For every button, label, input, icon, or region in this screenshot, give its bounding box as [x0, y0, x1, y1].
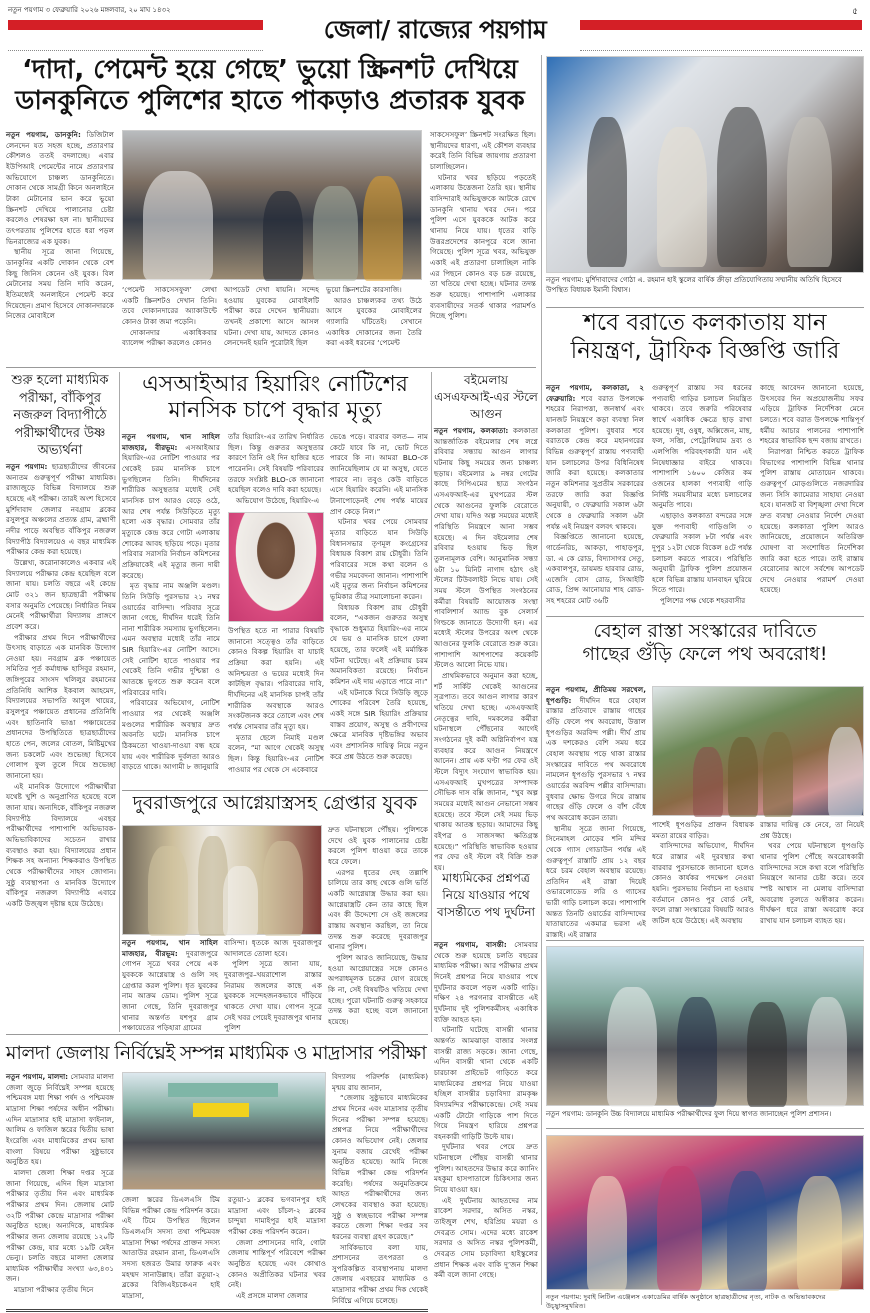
headline-bookfair-fire: বইমেলায় এসএফআই-এর স্টলে আগুন — [434, 373, 538, 421]
malda-column-2: জেলা স্তরের ডিএলএসি টিম বিভিন্ন পরীক্ষা কেন্দ্র পরিদর্শন করে। এই টিমে উপস্থিত ছিলেন ডিএলএসি সদস্য তথা পশ্চিমবঙ্গ মাদ্রাসা শিক্ষা পর্ষদের প্রাক্তন সদস্য আতাউর রহমান রানা, ডিএলএসি সদস্য হজরত উমার ফারুক এবং মহম্মদ সানাউল্লাহ। তাঁরা রতুয়া-২ ব্লকের বিজিএইচকেএন হাই মাদ্রাসা, — [122, 1195, 220, 1300]
header-divider-left — [8, 50, 263, 51]
headline-traffic-notice: শবে বরাতে কলকাতায় যান নিয়ন্ত্রণ, ট্রাফিক বিজ্ঞপ্তি জারি — [570, 310, 840, 364]
divider — [546, 616, 864, 617]
header-divider-right — [580, 50, 862, 51]
headline-malda-exams: মালদা জেলায় নির্বিঘ্নেই সম্পন্ন মাধ্যমিক ও মাদ্রাসার পরীক্ষা — [2, 1038, 430, 1068]
masthead-date-line: নতুন পয়গাম ৩ ফেব্রুয়ারি ২০২৬ মঙ্গলবার, ২০ মাঘ ১৪৩২ — [8, 6, 171, 14]
section-title: জেলা/ রাজ্যের পয়গাম — [323, 15, 547, 44]
photo-caption-dance: নতুন পয়গাম: দুবাই লিটিল এঞ্জেলস একাডেমির বার্ষিক অনুষ্ঠানে ছাত্রছাত্রীদের নৃত্য, নাটক ও অভিভাবকদের উচ্ছ্বাসমুখরিত। — [546, 1293, 826, 1311]
malda-column-4: বিদ্যালয় পরিদর্শক (মাধ্যমিক) মৃন্ময় রায় জানান, “জেলায় সুষ্ঠুভাবে মাধ্যমিকের প্রথম দিনের এবং মাদ্রাসার তৃতীয় দিনের পরীক্ষা সম্পন্ন হয়েছে। প্রশ্নপত্র নিয়ে পরীক্ষার্থীদের কোনও অভিযোগ নেই। জেলার সুনাম বজায় রেখেই পরীক্ষা অনুষ্ঠিত হয়েছে। আমি নিজে বিভিন্ন পরীক্ষা কেন্দ্র পরিদর্শন করেছি। পর্ষদের অনুমতিক্রমে আহত পরীক্ষার্থীদের জন্য লেখকের ব্যবস্থাও করা হয়েছে। সুষ্ঠু ও স্বচ্ছভাবে পরীক্ষা সম্পন্ন করতে জেলা শিক্ষা দপ্তর সব ধরনের ব্যবস্থা গ্রহণ করেছে।” সার্বিকভাবে বলা যায়, প্রশাসনের তৎপরতা ও সুপরিকল্পিত ব্যবস্থাপনায় মালদা জেলায় এবছরের মাধ্যমিক ও মাদ্রাসার পরীক্ষা প্রথম দিক থেকেই নির্বিঘ্নে এগিয়ে চলেছে। — [332, 1072, 428, 1305]
headline-road-blockade: বেহাল রাস্তা সংস্কারের দাবিতে গাছের গুঁড়ি ফেলে পথ অবরোধ! — [582, 620, 828, 665]
madhyamik-welcome-text: নতুন পয়গাম: ছাত্রছাত্রীদের জীবনের অন্যতম গুরুত্বপূর্ণ পরীক্ষা মাধ্যমিক। রাজ্যজুড়ে বিভিন্ন বিদ্যালয়ে শুরু হয়েছে এই পরীক্ষা। তারই অংশ হিসেবে মুর্শিদাবাদ জেলার নবগ্রাম ব্লকের রসুলপুর অঞ্চলের প্রত্যন্ত গ্রাম, ব্রহ্মাণী নদীর পাড়ে অবস্থিত বাঁকিপুর নজরুল বিদ্যাপীঠ বিদ্যালয়েও এ বছর মাধ্যমিক পরীক্ষার কেন্দ্র করা হয়েছে। উল্লেখ্য, করোনাকালেও একবার এই বিদ্যালয়ে পরীক্ষার কেন্দ্র হয়েছিল বলে জানা যায়। চলতি বছরে এই কেন্দ্রে মোট ৩২১ জন ছাত্রছাত্রী পরীক্ষায় বসার অনুমতি পেয়েছে। নির্ধারিত নিয়ম মেনেই পরীক্ষার্থীরা বিদ্যালয় প্রাঙ্গণে প্রবেশ করে। পরীক্ষার প্রথম দিনে পরীক্ষার্থীদের উৎসাহ বাড়াতে এক মানবিক উদ্যোগ নেওয়া হয়। নবগ্রাম ব্লক পঞ্চায়েত সমিতির পূর্ত কর্মাধ্যক্ষ হাসিবুর রহমান, জঙ্গিপুরের সাংসদ খলিলুর রহমানের প্রতিনিধি আশিক ইকবাল আহমেদ, বিদ্যালয়ের সভাপতি আবুল খায়ের, রসুলপুর পঞ্চায়েত প্রধানের প্রতিনিধি এবং ছাতিনাবি ভাঙা পঞ্চায়েতের প্রধানদের উপস্থিতিতে ছাত্রছাত্রীদের হাতে পেন, জলের বোতল, মিষ্টিমুখের জন্য চকলেট এবং শুভেচ্ছা হিসেবে গোলাপ ফুল তুলে দিয়ে শুভেচ্ছা জানানো হয়। এই মানবিক উদ্যোগে পরীক্ষার্থীরা যথেষ্ট খুশি ও অনুপ্রাণিত হয়েছে বলে জানা যায়। অন্যদিকে, বাঁকিপুর নজরুল বিদ্যাপীঠ বিদ্যালয়ে এবছর পরীক্ষার্থীদের পাশাপাশি অভিভাবক-অভিভাবিকাদের সচেতন রাখার ব্যবস্থাও করা হয়। বিদ্যালয়ের প্রধান শিক্ষক সহ অন্যান্য শিক্ষকরাও উপস্থিত থেকে পরীক্ষার্থীদের সাহস জোগান। সুষ্ঠু ব্যবস্থাপনা ও মানবিক উদ্যোগে বাঁকিপুর নজরুল বিদ্যাপীঠ এবারে একটি উজ্জ্বল দৃষ্টান্ত হয়ে উঠেছে। — [6, 462, 116, 908]
arrest-column-1: নতুন পয়গাম, খান সাহিল মাজহার, বীরভূম: দুবরাজপুরে গোপন সূত্রে খবর পেয়ে এক যুবককে আগ্নেয়াস্ত্র ও গুলি সহ গ্রেপ্তার করল পুলিশ। ধৃত যুবকের নাম আক্রম ডোম। পুলিশ সূত্রে জানা গেছে, তিনি দুবরাজপুর থানার অন্তর্গত যশপুর গ্রাম পঞ্চায়েতের পড়িহারা গ্রামের — [122, 938, 218, 1033]
headline-question-paper-accident: মাধ্যমিকের প্রশ্নপত্র নিয়ে যাওয়ার পথে বাসন্তীতে পথ দুর্ঘটনা — [436, 871, 536, 919]
column-rule — [119, 372, 120, 1032]
divider — [6, 1034, 428, 1035]
header-red-bar-right — [580, 20, 862, 30]
headline-sir-hearing: এসআইআর হিয়ারিং নোটিশের মানসিক চাপে বৃদ্ধার মৃত্যু — [142, 372, 408, 424]
road-column-2: পাশেই ধূপগুড়ির প্রাক্তন বিধায়ক মমতা রায়ের বাড়ির। বাসিন্দাদের অভিযোগ, দীর্ঘদিন ধরে রাস্তার এই দুরবস্থার কথা বারবার পুরসভাকে জানানো হলেও কোনও কার্যকর পদক্ষেপ নেওয়া হয়নি। পুরসভায় নির্বাচন না হওয়ায় বর্তমানে কোনও পুর বোর্ড নেই, ফলে রাস্তা সংস্কারের বিষয়টি আরও জটিল হয়ে উঠেছে। এই অবস্থায় — [652, 820, 754, 925]
photo-deceased-woman — [228, 512, 324, 622]
photo-arrested-youth-with-police — [122, 825, 322, 935]
upi-column-2: ‘পেমেন্ট সাকসেসফুল’ লেখা একটি স্ক্রিনশটও দেখান তিনি। তবে দোকানদারের অ্যাকাউন্টে কোনও টাকা জমা পড়েনি। দোকানদার একাধিকবার ব্যালেন্স পরীক্ষা করলেও কোনও — [122, 285, 217, 348]
bookfair-text: নতুন পয়গাম, কলকাতা: কলকাতা আন্তর্জাতিক বইমেলার শেষ লগ্নে রবিবার সন্ধ্যায় আগুন লাগার ঘটনায় কিছু সময়ের জন্য চাঞ্চল্য ছড়ায়। বইমেলার ৯ নম্বর গেটের কাছে সিপিএমের ছাত্র সংগঠন এসএফআই-এর মুখপত্রের স্টল থেকে আগুনের ফুলকি বেরোতে দেখা যায়। যদিও অল্প সময়ের মধ্যেই পরিস্থিতি নিয়ন্ত্রণে আনা সম্ভব হয়েছে। এ দিন বইমেলার শেষ রবিবার হওয়ায় ভিড় ছিল তুলনামূলক বেশি। আনুমানিক সন্ধ্যা ৬টা ১০ মিনিট নাগাদ হঠাৎ ওই স্টলের টিউবলাইট নিভে যায়। সেই সময় স্টলে উপস্থিত সংগঠনের কর্মীরা বিষয়টি আয়োজক সংস্থা পাবলিশার্স অ্যান্ড বুক সেলার্স গিল্ডকে জানাতে উদ্যোগী হন। এর মধ্যেই স্টলের উপরের অংশ থেকে আগুনের ফুলকি বেরোতে শুরু করে। পাশাপাশি আশপাশের কয়েকটি স্টলেও আলো নিভে যায়। প্রাথমিকভাবে অনুমান করা হচ্ছে, শর্ট সার্কিট থেকেই আগুনের সূত্রপাত। তবে আগুন লাগার কারণ খতিয়ে দেখা হচ্ছে। এসএফআই নেতৃত্বের দাবি, দমকলের কর্মীরা ঘটনাস্থলে পৌঁছনোর আগেই সংগঠনের দুই কর্মী অগ্নিনির্বাপণ যন্ত্র ব্যবহার করে আগুন নিয়ন্ত্রণে আনেন। প্রায় এক ঘণ্টা পর ফের ওই স্টলে বিদ্যুৎ সংযোগ স্বাভাবিক হয়। এসএফআই মুখপত্রের সম্পাদক সৌভিক দাস বক্সি জানান, “খুব অল্প সময়ের মধ্যেই আগুন নেভানো সম্ভব হয়েছে। তবে স্টলে সেই সময় ভিড় থাকায় আতঙ্ক ছড়ায়। আমাদের কিছু বইপত্র ও সাজসজ্জা ক্ষতিগ্রস্ত হয়েছে।” পরিস্থিতি স্বাভাবিক হওয়ার পর ফের ওই স্টলে বই বিক্রি শুরু হয়। — [434, 426, 538, 872]
road-column-3: রাস্তার দায়িত্ব কে নেবে, তা নিয়েই প্রশ্ন উঠছে। খবর পেয়ে ঘটনাস্থলে ধূপগুড়ি থানার পুলিশ পৌঁছে অবরোধকারী বাসিন্দাদের সঙ্গে কথা বলে পরিস্থিতি নিয়ন্ত্রণে আনার চেষ্টা করে। তবে স্পষ্ট আশ্বাস না মেলায় বাসিন্দারা অবরোধ তুলতে অস্বীকার করেন। দীর্ঘক্ষণ ধরে রাস্তা অবরোধ করে রাখায় যান চলাচল ব্যাহত হয়। — [760, 820, 864, 925]
photo-police-with-youth — [122, 130, 422, 280]
page-number: ৫ — [852, 7, 858, 17]
arrest-column-2: বাসিন্দা। ধৃতকে আজ দুবরাজপুর আদালতে তোলা হবে। পুলিশ সূত্রে জানা যায়, দুবরাজপুর–খয়রাশোল রাস্তার নিরাময় জঙ্গলের কাছে এক যুবককে সন্দেহজনকভাবে দাঁড়িয়ে থাকতে দেখা যায়। গোপন সূত্রে সেই খবর পেয়েই দুবরাজপুর থানার পুলিশ — [224, 938, 323, 1033]
upi-column-1: নতুন পয়গাম, ডানকুনি: ডিজিটাল লেনদেন যত সহজ হচ্ছে, প্রতারণার কৌশলও ততই বদলাচ্ছে। এবার ইউপিআই পেমেন্টের নামে প্রতারণার অভিযোগে চাঞ্চল্য ডানকুনিতে। দোকান থেকে সামগ্রী কিনে অনলাইনে টাকা মেটানোর ভান করে ভুয়ো স্ক্রিনশট দেখিয়ে পালানোর চেষ্টা করলেও শেষরক্ষা হল না। স্থানীয়দের তৎপরতায় পুলিশের হাতে ধরা পড়ল ভিনরাজ্যের এক যুবক। স্থানীয় সূত্রে জানা গিয়েছে, ডানকুনির একটি দোকান থেকে বেশ কিছু জিনিস কেনেন ওই যুবক। বিল মেটানোর সময় তিনি দাবি করেন, ইতিমধ্যেই অনলাইনে পেমেন্ট করে দিয়েছেন। প্রমাণ হিসেবে দোকানদারকে নিজের মোবাইলে — [6, 130, 114, 321]
photo-caption-exam: নতুন পয়গাম: ডানকুনি উচ্চ বিদ্যালয়ে মাধ্যমিক পরীক্ষার্থীদের ফুল দিয়ে স্বাগত জানাচ্ছেন পুলিশ প্রশাসন। — [546, 1110, 832, 1118]
sir-column-1: নতুন পয়গাম, খান সাহিল মাজহার, বীরভূম: এসআইআর হিয়ারিং-এর নোটিশ পাওয়ার পর থেকেই চরম মানসিক চাপে ভুগছিলেন তিনি। দীর্ঘদিনের শারীরিক অসুস্থতার মধ্যেই সেই মানসিক চাপ আরও বেড়ে ওঠে, আর শেষ পর্যন্ত সিউড়িতে মৃত্যু হলো এক বৃদ্ধার। সোমবার তাঁর মৃত্যুকে কেন্দ্র করে গোটা এলাকায় শোকের আবহ ছড়িয়ে পড়ে। মৃতার পরিবার সরাসরি নির্বাচন কমিশনের প্রক্রিয়াকেই এই মৃত্যুর জন্য দায়ী করেছে। মৃত বৃদ্ধার নাম অঞ্জলি মণ্ডল। তিনি সিউড়ি পুরসভার ২১ নম্বর ওয়ার্ডের বাসিন্দা। পরিবার সূত্রে জানা গেছে, দীর্ঘদিন ধরেই তিনি নানা শারীরিক সমস্যায় ভুগছিলেন। এমন অবস্থার মধ্যেই তাঁর নামে SIR হিয়ারিং-এর নোটিশ আসে। সেই নোটিশ হাতে পাওয়ার পর থেকেই তিনি গভীর দুশ্চিন্তা ও আতঙ্কে ভুগতে শুরু করেন বলে পরিবারের দাবি। পরিবারের অভিযোগ, নোটিশ পাওয়ার পর থেকেই অঞ্জলি মণ্ডলের শারীরিক অবস্থার দ্রুত অবনতি ঘটে। মানসিক চাপে ঠিকমতো খাওয়া-দাওয়া বন্ধ হয়ে যায় এবং শারীরিক দুর্বলতা আরও বাড়তে থাকে। আগামী ৮ জানুয়ারি — [122, 432, 220, 772]
traffic-column-2: গুরুত্বপূর্ণ রাস্তায় সব ধরনের পণ্যবাহী গাড়ির চলাচল নিয়ন্ত্রিত থাকবে। তবে জরুরি পরিষেবার স্বার্থে একাধিক ক্ষেত্রে ছাড় রাখা হয়েছে। দুধ, ওষুধ, অক্সিজেন, মাছ, ফল, সব্জি, পেট্রোলিয়াম দ্রব্য ও এলপিজি পরিবহণকারী যান এই নিষেধাজ্ঞার বাইরে থাকবে। পাশাপাশি ১৬০০ কেজির কম ওজনের হালকা পণ্যবাহী গাড়ি নির্দিষ্ট সময়সীমার মধ্যে চলাচলের অনুমতি পাবে। এছাড়াও কলকাতা বন্দরের সঙ্গে যুক্ত পণ্যবাহী গাড়িগুলি ৩ ফেব্রুয়ারি সকাল ৮টা পর্যন্ত এবং দুপুর ১২টা থেকে বিকেল ৪টে পর্যন্ত চলাচল করতে পারবে। পরিস্থিতি অনুযায়ী ট্রাফিক পুলিশ প্রয়োজন হলে বিভিন্ন রাস্তায় যানবাহন ঘুরিয়ে দিতে পারে। পুলিশের পক্ষ থেকে শহরবাসীর — [652, 383, 752, 606]
headline-upi-fraud: ‘দাদা, পেমেন্ট হয়ে গেছে’ ভুয়ো স্ক্রিনশট দেখিয়ে ডানকুনিতে পুলিশের হাতে পাকড়াও প্রতারক যুবক — [15, 55, 525, 117]
column-rule — [541, 55, 542, 1305]
road-column-1: নতুন পয়গাম, প্রীতিময় সরখেল, ধূপগুড়ি: দীর্ঘদিন ধরে বেহাল রাস্তার প্রতিবাদে রাস্তায় গাছের গুঁড়ি ফেলে পথ অবরোধ, উত্তাল ধূপগুড়ির অরবিন্দ পল্লী। দীর্ঘ প্রায় এক দশকেরও বেশি সময় ধরে বেহাল অবস্থায় পড়ে থাকা রাস্তার সংস্কারের দাবিতে পথ অবরোধে নামলেন ধূপগুড়ি পুরসভার ৭ নম্বর ওয়ার্ডের অরবিন্দ পল্লীর বাসিন্দারা। বুধবার ক্ষোভ উগরে দিয়ে রাস্তায় গাছের গুঁড়ি ফেলে ও বাঁশ বেঁধে পথ অবরোধ করেন তারা। স্থানীয় সূত্রে জানা গিয়েছে, সিনেমাহল মোড়ের শনি মন্দির থেকে গ্যাস গোডাউন পর্যন্ত এই গুরুত্বপূর্ণ রাস্তাটি প্রায় ১২ বছর ধরে চরম বেহাল অবস্থায় রয়েছে। প্রতিদিন এই রাস্তা দিয়েই ওভারলোডেড লরি ও গ্যাসের ভারী গাড়ি চলাচল করে। পাশাপাশি অন্তত তিনটি ওয়ার্ডের বাসিন্দাদের যাতায়াতের একমাত্র ভরসা এই রাস্তাই। এই রাস্তার — [546, 685, 646, 940]
divider — [122, 790, 428, 791]
sir-column-2-bottom: উপস্থিত হতে না পারার বিষয়টি জানানো সত্ত্বেও তাঁর বাড়িতে কোনও বিকল্প হিয়ারিং বা যাচাই প্রক্রিয়া করা হয়নি। এই অনিশ্চয়তা ও ভয়ের মধ্যেই দিন কাটছিল বৃদ্ধার। পরিবারের দাবি, দীর্ঘদিনের এই মানসিক চাপই তাঁর শারীরিক অবস্থাকে আরও সংকটজনক করে তোলে এবং শেষ পর্যন্ত সোমবার তাঁর মৃত্যু হয়। মৃতার ছেলে নিমাই মণ্ডল বলেন, “মা আগে থেকেই অসুস্থ ছিল। কিন্তু হিয়ারিং-এর নোটিশ পাওয়ার পর থেকে সে একেবারে — [228, 626, 324, 774]
upi-column-5: সাকসেসফুল’ স্ক্রিনশট সংরক্ষিত ছিল। স্থানীয়দের ধারণা, এই কৌশল ব্যবহার করেই তিনি বিভিন্ন জায়গায় প্রতারণা চালাচ্ছিলেন। ঘটনার খবর ছড়িয়ে পড়তেই এলাকায় উত্তেজনা তৈরি হয়। স্থানীয় বাসিন্দারাই অভিযুক্তকে আটকে রেখে ডানকুনি থানায় খবর দেন। পরে পুলিশ এসে যুবককে আটক করে থানায় নিয়ে যায়। ধৃতের বাড়ি উত্তরপ্রদেশের কানপুরে বলে জানা গিয়েছে। পুলিশ সূত্রে খবর, অভিযুক্ত একাই এই প্রতারণা চালাচ্ছিল নাকি এর পিছনে কোনও বড় চক্র রয়েছে, তা খতিয়ে দেখা হচ্ছে। ঘটনার তদন্ত শুরু হয়েছে। পাশাপাশি এলাকার ব্যবসায়ীদের সতর্ক থাকার পরামর্শও দিচ্ছে পুলিশ। — [430, 130, 536, 321]
divider — [546, 1128, 864, 1129]
sir-column-3: ভেঙে পড়ে। বারবার বলত— নাম কেটে যাবে কি না, ভোট দিতে পারবে কি না। আমরা BLO-কে জানিয়েছিলাম যে মা অসুস্থ, যেতে পারবে না। তবুও কেউ বাড়িতে এসে হিয়ারিং করেনি। এই মানসিক টানাপোড়েনই শেষ পর্যন্ত মায়ের প্রাণ কেড়ে নিল।” ঘটনার খবর পেয়ে সোমবার মৃতার বাড়িতে যান সিউড়ি বিধানসভার তৃণমূল কংগ্রেসের বিধায়ক বিকাশ রায় চৌধুরী। তিনি পরিবারের সঙ্গে কথা বলেন ও গভীর সমবেদনা জানান। পাশাপাশি এই মৃত্যুর জন্য নির্বাচন কমিশনের ভূমিকার তীব্র সমালোচনা করেন। বিধায়ক বিকাশ রায় চৌধুরী বলেন, “একজন গুরুতর অসুস্থ বৃদ্ধাকে শুধুমাত্র হিয়ারিং-এর নামে যে ভয় ও মানসিক চাপে ফেলা হয়েছে, তার ফলেই এই মর্মান্তিক ঘটনা ঘটেছে। এই প্রক্রিয়ায় চরম অমানবিকতা রয়েছে। নির্বাচন কমিশন এই দায় এড়াতে পারে না।” এই ঘটনাকে ঘিরে সিউড়ি জুড়ে শোকের পরিবেশ তৈরি হয়েছে, একই সঙ্গে SIR হিয়ারিং প্রক্রিয়ার বাস্তব প্রয়োগ, অসুস্থ ও প্রবীণদের ক্ষেত্রে মানবিক দৃষ্টিভঙ্গির অভাব এবং প্রশাসনিক দায়িত্ব নিয়ে নতুন করে প্রশ্ন উঠতে শুরু করেছে। — [330, 432, 428, 761]
arrest-column-3: দ্রুত ঘটনাস্থলে পৌঁছয়। পুলিশকে দেখে ওই যুবক পালানোর চেষ্টা করলে পুলিশ ধাওয়া করে তাকে ধরে ফেলে। এরপর ধৃতের দেহ তল্লাশি চালিয়ে তার কাছ থেকে গুলি ভর্তি একটি আগ্নেয়াস্ত্র উদ্ধার করা হয়। আগ্নেয়াস্ত্রটি কেন তার কাছে ছিল এবং কী উদ্দেশ্যে সে ওই জঙ্গলের রাস্তায় অবস্থান করছিল, তা নিয়ে তদন্ত শুরু করেছে দুবরাজপুর থানার পুলিশ। পুলিশ আরও জানিয়েছে, উদ্ধার হওয়া আগ্নেয়াস্ত্রের সঙ্গে কোনও অপরাধমূলক চক্রের যোগ রয়েছে কি না, সেই বিষয়টিও খতিয়ে দেখা হচ্ছে। পুরো ঘটনাটি গুরুত্ব সহকারে তদন্ত করা হচ্ছে বলে জানানো হয়েছে। — [328, 825, 428, 1026]
photo-school-sports-award — [546, 56, 864, 273]
photo-police-welcome-examinees — [546, 946, 864, 1106]
malda-column-3: রতুয়া-১ ব্লকের ভগবানপুর হাই মাদ্রাসা এবং চাঁচল-২ ব্লকের চান্দুয়া দামাইপুর হাই মাদ্রাসা পরীক্ষা কেন্দ্র পরিদর্শন করেন। জেলা প্রশাসনের দাবি, গোটা জেলায় শান্তিপূর্ণ পরিবেশে পরীক্ষা অনুষ্ঠিত হয়েছে এবং কোথাও কোনও অপ্রীতিকর ঘটনার খবর নেই। এই প্রসঙ্গে মালদা জেলার — [228, 1195, 326, 1300]
malda-column-1: নতুন পয়গাম, মালদা: সোমবার মালদা জেলা জুড়ে নির্বিঘ্নেই সম্পন্ন হয়েছে পশ্চিমবঙ্গ মধ্য শিক্ষা পর্ষদ ও পশ্চিমবঙ্গ মাদ্রাসা শিক্ষা পর্ষদের অধীন পরীক্ষা। এদিন মাদ্রাসার হাই মাদ্রাসা ফাইনাল, আলিম ও ফাজিল স্তরের দ্বিতীয় ভাষা ইংরেজি এবং মাধ্যমিকের প্রথম ভাষা বাংলা বিষয়ে পরীক্ষা সুষ্ঠুভাবে অনুষ্ঠিত হয়। মালদা জেলা শিক্ষা দপ্তর সূত্রে জানা গিয়েছে, এদিন ছিল মাদ্রাসা পরীক্ষার তৃতীয় দিন এবং মাধ্যমিক পরীক্ষার প্রথম দিন। জেলায় মোট ৩২টি পরীক্ষা কেন্দ্রে মাদ্রাসার পরীক্ষা অনুষ্ঠিত হচ্ছে। অন্যদিকে, মাধ্যমিক পরীক্ষার জন্য জেলায় রয়েছে ১২০টি পরীক্ষা কেন্দ্র, যার মধ্যে ১৯টি মেইন ভেন্যু। চলতি বছরে মালদা জেলার মাধ্যমিক পরীক্ষার্থীর সংখ্যা ৬৩,৪৩১ জন। মাদ্রাসা পরীক্ষার তৃতীয় দিনে — [6, 1072, 114, 1295]
header-red-bar-left — [8, 20, 263, 30]
photo-malda-exam-centre-team — [122, 1072, 326, 1190]
upi-column-3: আপডেট দেখা যায়নি। সন্দেহ হওয়ায় যুবকের মোবাইলটি পরীক্ষা করে দেখেন স্থানীয়রা। তখনই প্রকাশ্যে আসে আসল ঘটনা। দেখা যায়, আদতে কোনও লেনদেনই হয়নি পুরোটাই ছিল — [224, 285, 319, 348]
column-rule — [431, 372, 432, 1032]
photo-school-annual-function — [546, 1135, 864, 1290]
sir-column-2-top: তাঁর হিয়ারিং-এর তারিখ নির্ধারিত ছিল। কিন্তু গুরুতর অসুস্থতার কারণে তিনি ওই দিন হাজির হতে পারেননি। সেই বিষয়টি পরিবারের তরফে সংশ্লিষ্ট BLO-কে জানানো হয়েছিল বলেও দাবি করা হয়েছে। অভিযোগ উঠেছে, হিয়ারিং-এ — [228, 432, 324, 505]
photo-caption-award: নতুন পয়গাম: মুর্শিদাবাদের গোঠা এ. রহমান হাই স্কুলের বার্ষিক ক্রীড়া প্রতিযোগিতায় সম্মানীয় অতিথি হিসেবে উপস্থিত বিধায়ক ইমানী বিশ্বাস। — [546, 276, 842, 294]
headline-madhyamik-welcome: শুরু হলো মাধ্যমিক পরীক্ষা, বাঁকিপুর নজরুল বিদ্যাপীঠে পরীক্ষার্থীদের উষ্ণ অভ্যর্থনা — [11, 373, 109, 459]
traffic-column-1: নতুন পয়গাম, কলকাতা, ২ ফেব্রুয়ারি: শবে বরাত উপলক্ষে শহরের নিরাপত্তা, জনস্বার্থ এবং যানজট নিয়ন্ত্রণে কড়া ব্যবস্থা নিল কলকাতা পুলিশ। বুধবার শবে বরাতকে কেন্দ্র করে মহানগরের বিভিন্ন গুরুত্বপূর্ণ রাস্তায় পণ্যবাহী যান চলাচলের উপর বিধিনিষেধ জারি করা হয়েছে। কলকাতার নতুন কমিশনার সুপ্রতীম সরকারের তরফে জারি করা বিজ্ঞপ্তি অনুযায়ী, ৩ ফেব্রুয়ারি সকাল ৬টা থেকে ৪ ফেব্রুয়ারি সকাল ৬টা পর্যন্ত এই নিয়ন্ত্রণ বলবৎ থাকবে। বিজ্ঞপ্তিতে জানানো হয়েছে, গার্ডেনরিচ, আকড়া, পাহাড়পুর, ডা. এ কে রোড, বিদ্যাসাগর সেতু, একবালপুর, ডায়মন্ড হারবার রোড, এজেসি বোস রোড, সিআইটি রোড, প্রিন্স আনোয়ার শাহ রোড-সহ শহরের মোট ৩৬টি — [546, 383, 644, 606]
upi-column-4: ভুয়ো স্ক্রিনশটের কারসাজি। আরও চাঞ্চল্যকর তথ্য উঠে আসে যুবকের মোবাইলের গ্যালারি ঘাঁটতেই। সেখানে একাধিক দোকানের জন্য তৈরি করা একই ধরনের ‘পেমেন্ট — [326, 285, 422, 348]
page-bottom-rule — [6, 1309, 428, 1312]
traffic-column-3: কাছে আবেদন জানানো হয়েছে, উৎসবের দিন অপ্রয়োজনীয় সফর এড়িয়ে ট্রাফিক নির্দেশিকা মেনে চলতে। শবে বরাত উপলক্ষে শান্তিপূর্ণ ধর্মীয় আচার পালনের পাশাপাশি শহরের স্বাভাবিক ছন্দ বজায় রাখতে। নিরাপত্তা নিশ্চিত করতে ট্রাফিক বিভাগের পাশাপাশি বিভিন্ন থানার পুলিশ রাস্তায় মোতায়েন থাকবে। গুরুত্বপূর্ণ মোড়গুলিতে নজরদারির জন্য সিসি ক্যামেরার সাহায্য নেওয়া হবে। যানজট বা বিশৃঙ্খলা দেখা দিলে দ্রুত ব্যবস্থা নেওয়ার নির্দেশ দেওয়া হয়েছে। কলকাতা পুলিশ আরও জানিয়েছে, প্রয়োজনে অতিরিক্ত ঘোষণা বা সংশোধিত নির্দেশিকা জারি করা হতে পারে। তাই রাস্তায় বেরোনোর আগে সর্বশেষ আপডেট দেখে নেওয়ার পরামর্শ দেওয়া হয়েছে। — [760, 383, 864, 595]
headline-dubrajpur-arrest: দুবরাজপুরে আগ্নেয়াস্ত্রসহ গ্রেপ্তার যুবক — [132, 792, 418, 814]
divider — [546, 940, 864, 941]
photo-road-blockade — [652, 686, 864, 816]
divider — [546, 307, 864, 308]
divider — [6, 367, 536, 368]
accident-text: নতুন পয়গাম, বাসন্তী: সোমবার থেকে শুরু হয়েছে চলতি বছরের মাধ্যমিক পরীক্ষা। আর পরীক্ষার প্রথম দিনেই প্রশ্নপত্র নিয়ে যাওয়ার পথে দুর্ঘটনার কবলে পড়ল একটি গাড়ি। দক্ষিণ ২৪ পরগনার বাসন্তীতে এই দুর্ঘটনায় দুই পুলিশকর্মীসহ একাধিক ব্যক্তি আহত হন। ঘটনাটি ঘটেছে বাসন্তী থানার অন্তর্গত আমঝাড়া বাজার সংলগ্ন বাসন্তী রাজ্য সড়কে। জানা গেছে, এদিন বাসন্তী থানা থেকে একটি চারচাকা প্রাইভেট গাড়িতে করে মাধ্যমিকের প্রশ্নপত্র নিয়ে যাওয়া হচ্ছিল বাসন্তীর চড়াবিদ্যা রামকৃষ্ণ বিদ্যামন্দির পরীক্ষাকেন্দ্রে। সেই সময় একটি টোটো গাড়িকে পাশ দিতে গিয়ে নিয়ন্ত্রণ হারিয়ে প্রশ্নপত্র বহনকারী গাড়িটি উল্টে যায়। দুর্ঘটনার খবর পেয়ে দ্রুত ঘটনাস্থলে পৌঁছয় বাসন্তী থানার পুলিশ। আহতদের উদ্ধার করে ক্যানিং মহকুমা হাসপাতালে চিকিৎসার জন্য নিয়ে যাওয়া হয়। এই দুর্ঘটনায় আহতদের নাম রাকেশ সরদার, অসিত নস্কর, তাইজুল শেখ, হরিপ্রিয় ময়রা ও দেবব্রত সোম। এদের মধ্যে রাকেশ সরদার ও অসিত নস্কর পুলিশকর্মী, দেবব্রত সোম চড়াবিদ্যা হাইস্কুলের প্রধান শিক্ষক এবং বাকি দু’জন শিক্ষা কর্মী বলে জানা গেছে। — [434, 940, 538, 1280]
